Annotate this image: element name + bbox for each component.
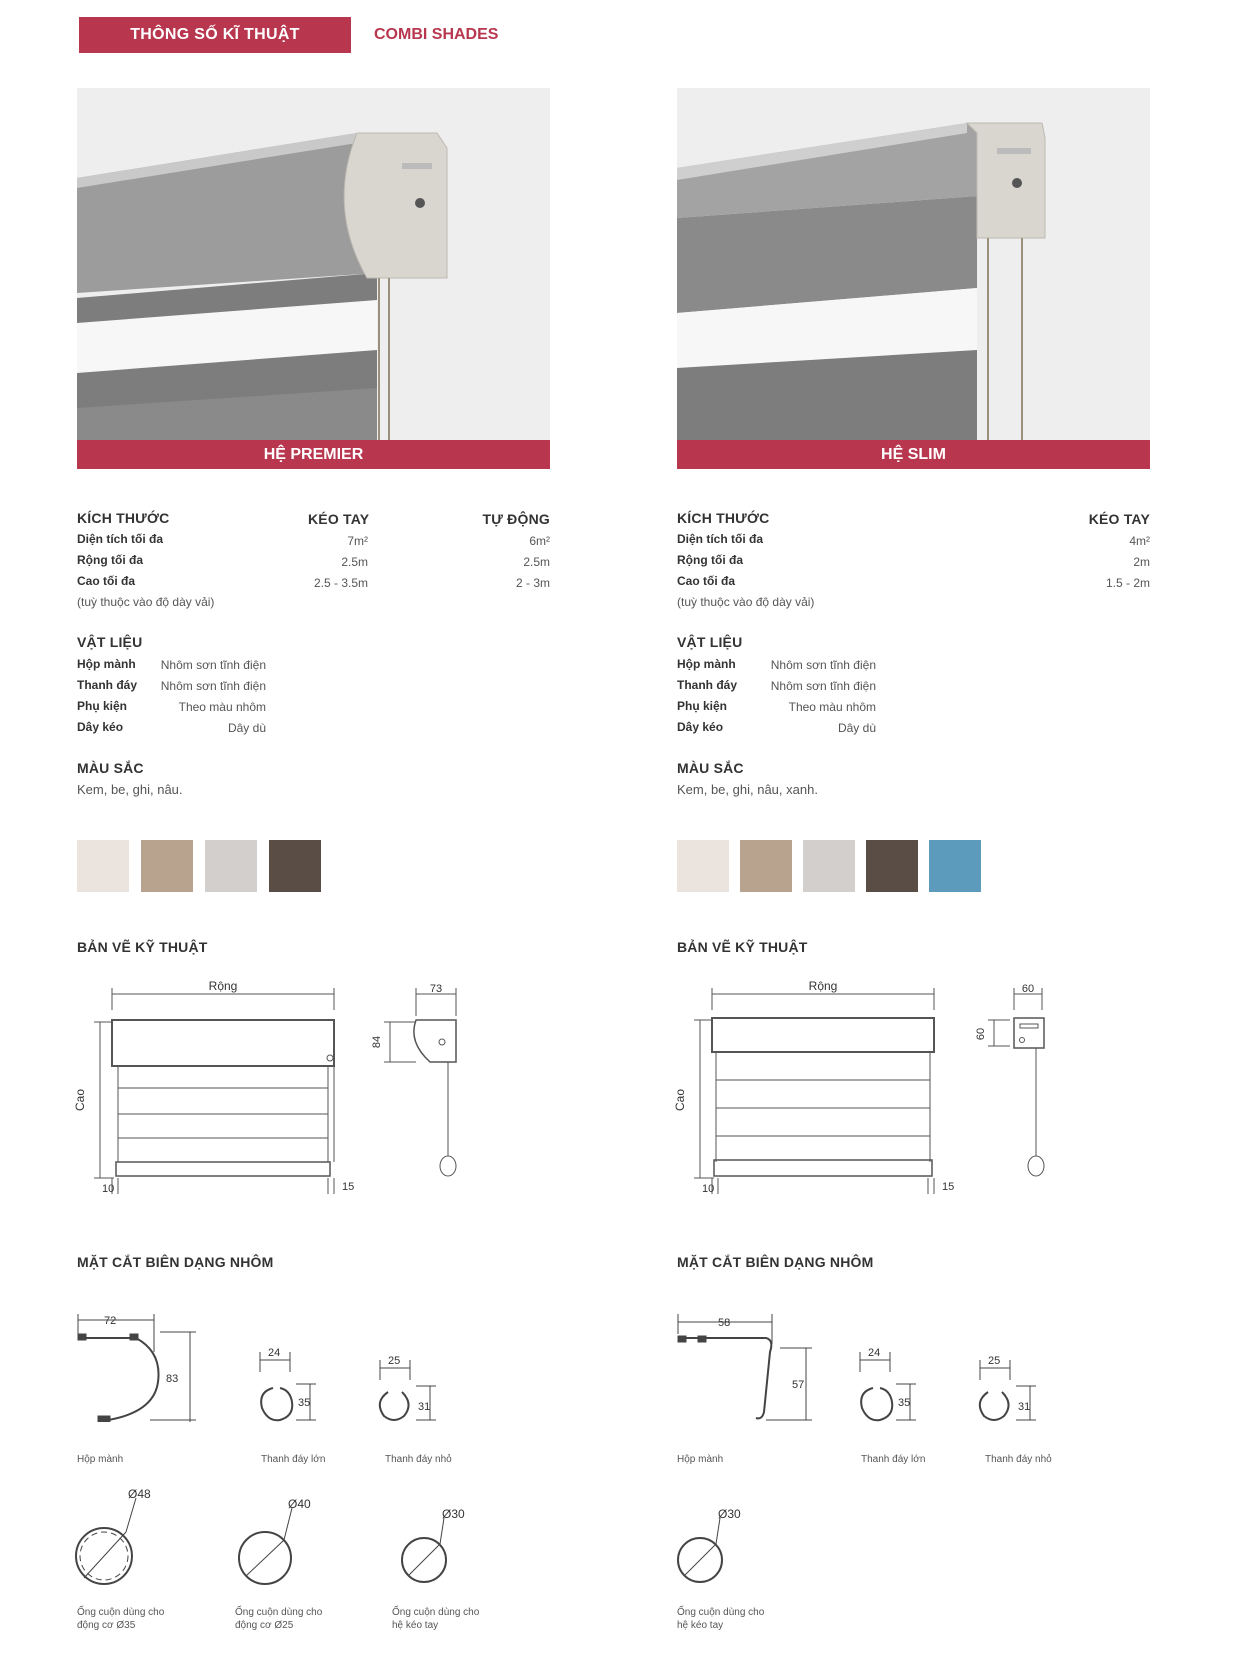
slim-dim-side: 60	[975, 1027, 987, 1041]
premier-profile-title: MẶT CẮT BIÊN DẠNG NHÔM	[77, 1254, 274, 1270]
premier-size-motor-value: 2.5m	[523, 555, 550, 569]
slim-color-swatch-beige	[740, 840, 792, 892]
slim-drawing-title: BẢN VẼ KỸ THUẬT	[677, 939, 808, 955]
premier-material-label: Dây kéo	[77, 720, 124, 734]
slim-box-height: 57	[792, 1379, 805, 1391]
slim-material-value: Nhôm sơn tĩnh điện	[770, 679, 876, 693]
premier-material-value: Theo màu nhôm	[178, 700, 266, 714]
premier-material-value: Nhôm sơn tĩnh điện	[160, 679, 266, 693]
slim-color-title: MÀU SẮC	[677, 760, 744, 776]
slim-blind-illustration	[677, 88, 1150, 469]
premier-big-bar-caption: Thanh đáy lớn	[261, 1454, 326, 1465]
slim-material-value: Dây dù	[837, 721, 876, 735]
slim-dim-top: 60	[1021, 983, 1035, 995]
premier-dim-right: 15	[342, 1181, 355, 1193]
premier-material-label: Hộp mành	[77, 657, 136, 671]
slim-material-label: Dây kéo	[677, 720, 724, 734]
premier-size-col-motor: TỰ ĐỘNG	[482, 511, 550, 527]
slim-big-height: 35	[898, 1397, 911, 1409]
slim-material-label: Hộp mành	[677, 657, 736, 671]
premier-small-bar-caption: Thanh đáy nhỏ	[385, 1454, 452, 1465]
premier-tube-dia: Ø40	[288, 1497, 311, 1511]
slim-caption: HỆ SLIM	[677, 440, 1150, 469]
slim-small-bar-caption: Thanh đáy nhỏ	[985, 1454, 1052, 1465]
slim-color-text: Kem, be, ghi, nâu, xanh.	[677, 782, 818, 797]
slim-small-width: 25	[988, 1355, 1001, 1367]
slim-big-width: 24	[868, 1347, 881, 1359]
slim-material-value: Nhôm sơn tĩnh điện	[770, 658, 876, 672]
premier-big-width: 24	[268, 1347, 281, 1359]
slim-tube-dia: Ø30	[718, 1507, 741, 1521]
premier-tube-dia: Ø30	[442, 1507, 465, 1521]
slim-size-label: Diện tích tối đa	[677, 532, 764, 546]
premier-color-swatch-grey	[205, 840, 257, 892]
premier-size-manual-value: 2.5m	[341, 555, 368, 569]
premier-material-value: Nhôm sơn tĩnh điện	[160, 658, 266, 672]
slim-material-value: Theo màu nhôm	[788, 700, 876, 714]
slim-width-label: Rộng	[808, 980, 838, 993]
premier-profile-drawings	[70, 1312, 470, 1422]
premier-technical-drawing	[70, 980, 490, 1200]
premier-tube-dia: Ø48	[128, 1487, 151, 1501]
premier-size-col-manual: KÉO TAY	[308, 511, 370, 527]
slim-color-swatch-cream	[677, 840, 729, 892]
slim-color-swatch-grey	[803, 840, 855, 892]
slim-material-label: Thanh đáy	[677, 678, 738, 692]
premier-color-swatch-beige	[141, 840, 193, 892]
slim-size-label: Cao tối đa	[677, 574, 736, 588]
slim-size-label: Rộng tối đa	[677, 553, 743, 567]
premier-tube-caption: Ống cuộn dùng cho động cơ Ø25	[235, 1607, 323, 1631]
slim-size-title: KÍCH THƯỚC	[677, 510, 770, 526]
premier-dim-top: 73	[429, 983, 443, 995]
premier-color-title: MÀU SẮC	[77, 760, 144, 776]
slim-dim-right: 15	[942, 1181, 955, 1193]
slim-technical-drawing	[670, 980, 1090, 1200]
premier-color-swatch-cream	[77, 840, 129, 892]
premier-box-height: 83	[166, 1373, 179, 1385]
premier-product-photo	[77, 88, 550, 469]
premier-size-note: (tuỳ thuộc vào độ dày vải)	[77, 595, 215, 609]
premier-box-width: 72	[104, 1315, 117, 1327]
premier-caption: HỆ PREMIER	[77, 440, 550, 469]
premier-box-caption: Hộp mành	[77, 1454, 124, 1465]
slim-size-col-manual: KÉO TAY	[1088, 511, 1150, 527]
premier-material-title: VẬT LIỆU	[77, 634, 143, 650]
tab-specifications[interactable]: THÔNG SỐ KĨ THUẬT	[79, 17, 351, 53]
premier-material-value: Dây dù	[227, 721, 266, 735]
premier-material-label: Thanh đáy	[77, 678, 138, 692]
premier-small-height: 31	[418, 1401, 431, 1413]
slim-material-title: VẬT LIỆU	[677, 634, 743, 650]
slim-height-label: Cao	[673, 1088, 687, 1112]
slim-color-swatch-brown	[866, 840, 918, 892]
premier-small-width: 25	[388, 1355, 401, 1367]
premier-blind-illustration	[77, 88, 550, 469]
premier-dim-left: 10	[102, 1183, 115, 1195]
slim-size-manual-value: 4m²	[1129, 534, 1150, 548]
premier-tube-drawings	[70, 1486, 490, 1586]
premier-color-text: Kem, be, ghi, nâu.	[77, 782, 183, 797]
slim-profile-title: MẶT CẮT BIÊN DẠNG NHÔM	[677, 1254, 874, 1270]
premier-big-height: 35	[298, 1397, 311, 1409]
premier-size-label: Diện tích tối đa	[77, 532, 164, 546]
premier-dim-side: 84	[371, 1035, 383, 1049]
slim-dim-left: 10	[702, 1183, 715, 1195]
slim-tube-drawings	[670, 1486, 790, 1586]
premier-width-label: Rộng	[208, 980, 238, 993]
premier-size-motor-value: 2 - 3m	[515, 576, 550, 590]
premier-size-label: Cao tối đa	[77, 574, 136, 588]
slim-size-manual-value: 2m	[1133, 555, 1150, 569]
premier-material-label: Phụ kiện	[77, 699, 128, 713]
slim-tube-caption: Ống cuộn dùng cho hệ kéo tay	[677, 1607, 765, 1631]
slim-small-height: 31	[1018, 1401, 1031, 1413]
tab-combi-shades[interactable]: COMBI SHADES	[374, 26, 499, 43]
premier-tube-caption: Ống cuộn dùng cho động cơ Ø35	[77, 1607, 165, 1631]
slim-color-swatch-blue	[929, 840, 981, 892]
slim-box-caption: Hộp mành	[677, 1454, 724, 1465]
slim-profile-drawings	[670, 1312, 1070, 1422]
premier-size-manual-value: 7m²	[347, 534, 368, 548]
slim-big-bar-caption: Thanh đáy lớn	[861, 1454, 926, 1465]
premier-color-swatch-brown	[269, 840, 321, 892]
premier-size-title: KÍCH THƯỚC	[77, 510, 170, 526]
premier-size-manual-value: 2.5 - 3.5m	[313, 576, 368, 590]
slim-material-label: Phụ kiện	[677, 699, 728, 713]
slim-size-note: (tuỳ thuộc vào độ dày vải)	[677, 595, 815, 609]
premier-size-motor-value: 6m²	[529, 534, 550, 548]
premier-size-label: Rộng tối đa	[77, 553, 143, 567]
slim-size-manual-value: 1.5 - 2m	[1105, 576, 1150, 590]
premier-drawing-title: BẢN VẼ KỸ THUẬT	[77, 939, 208, 955]
slim-product-photo	[677, 88, 1150, 469]
premier-tube-caption: Ống cuộn dùng cho hệ kéo tay	[392, 1607, 480, 1631]
slim-box-width: 58	[718, 1317, 731, 1329]
premier-height-label: Cao	[73, 1088, 87, 1112]
